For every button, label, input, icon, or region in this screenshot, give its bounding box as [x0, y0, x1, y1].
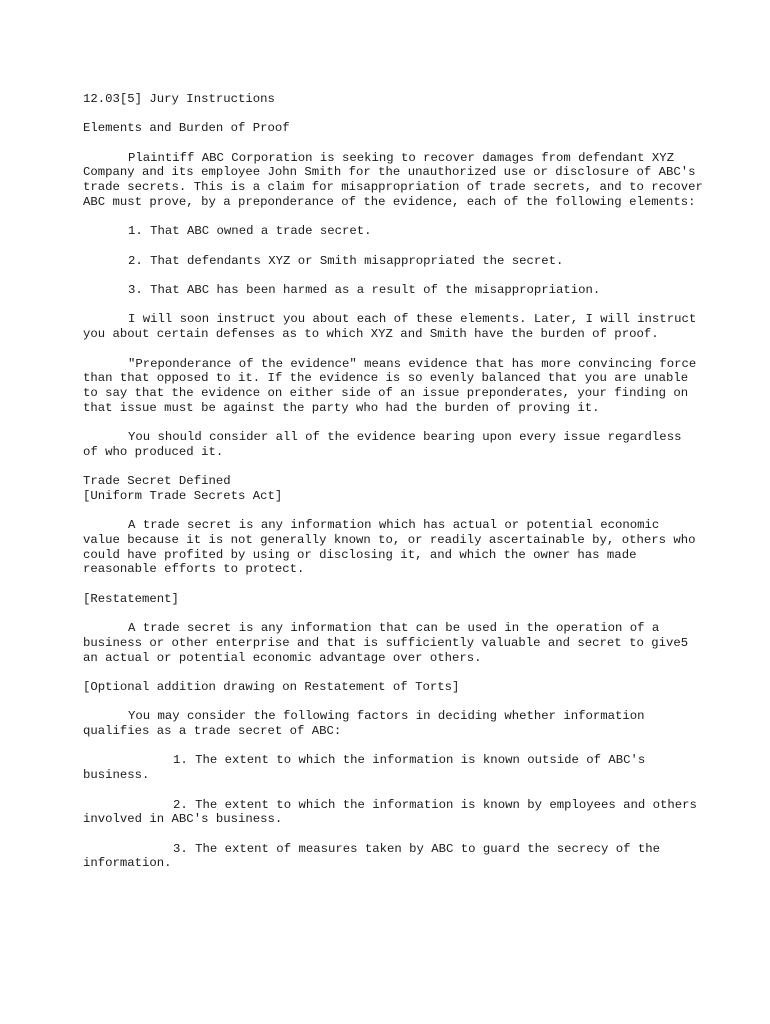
factor-item-3: 3. The extent of measures taken by ABC to guard the secrecy of the information. [83, 841, 668, 871]
element-item-1: 1. That ABC owned a trade secret. [128, 224, 372, 239]
utsa-label: [Uniform Trade Secrets Act] [83, 488, 283, 503]
section-heading-trade-secret: Trade Secret Defined [83, 474, 231, 489]
section-heading-elements: Elements and Burden of Proof [83, 121, 290, 136]
factors-intro: You may consider the following factors in deciding whether information qualifies as a trade secret of ABC: [83, 709, 652, 739]
document-body [83, 92, 711, 886]
consider-all-paragraph: You should consider all of the evidence bearing upon every issue regardless of who produced it. [83, 430, 689, 459]
factor-item-1: 1. The extent to which the information is known outside of ABC's business. [83, 753, 653, 783]
element-item-2: 2. That defendants XYZ or Smith misappropriated the secret. [128, 253, 564, 268]
document-heading: 12.03[5] Jury Instructions [83, 92, 275, 106]
optional-addition-label: [Optional addition drawing on Restatement of Torts] [83, 679, 460, 694]
intro-paragraph: Plaintiff ABC Corporation is seeking to recover damages from defendant XYZ Company and its employee John Smith for the unauthorized use or disclosure of ABC's trade secrets. This is a claim for misappropriation of trade secrets, and to recover ABC must prove, by a preponderance of the evidence, each of the following elements: [83, 150, 711, 209]
restatement-label: [Restatement] [83, 591, 179, 606]
element-item-3: 3. That ABC has been harmed as a result of the misappropriation. [128, 283, 601, 298]
preponderance-paragraph: "Preponderance of the evidence" means evidence that has more convincing force than that opposed to it. If the evidence is so evenly balanced that you are unable to say that the evidence on either side of an issue preponderates, your finding on that issue must be against the party who had the burden of proving it. [83, 356, 704, 415]
restatement-definition: A trade secret is any information that can be used in the operation of a business or other enterprise and that is sufficiently valuable and secret to give5 an actual or potential economic advantage over others. [83, 621, 696, 665]
utsa-definition: A trade secret is any information which has actual or potential economic value because it is not generally known to, or readily ascertainable by, others who could have profited by using or disclosing it, and which the owner has made reasonable efforts to protect. [83, 518, 703, 577]
instruct-paragraph: I will soon instruct you about each of these elements. Later, I will instruct you about certain defenses as to which XYZ and Smith have the burden of proof. [83, 312, 704, 342]
factor-item-2: 2. The extent to which the information is known by employees and others involved in ABC's business. [83, 797, 705, 827]
